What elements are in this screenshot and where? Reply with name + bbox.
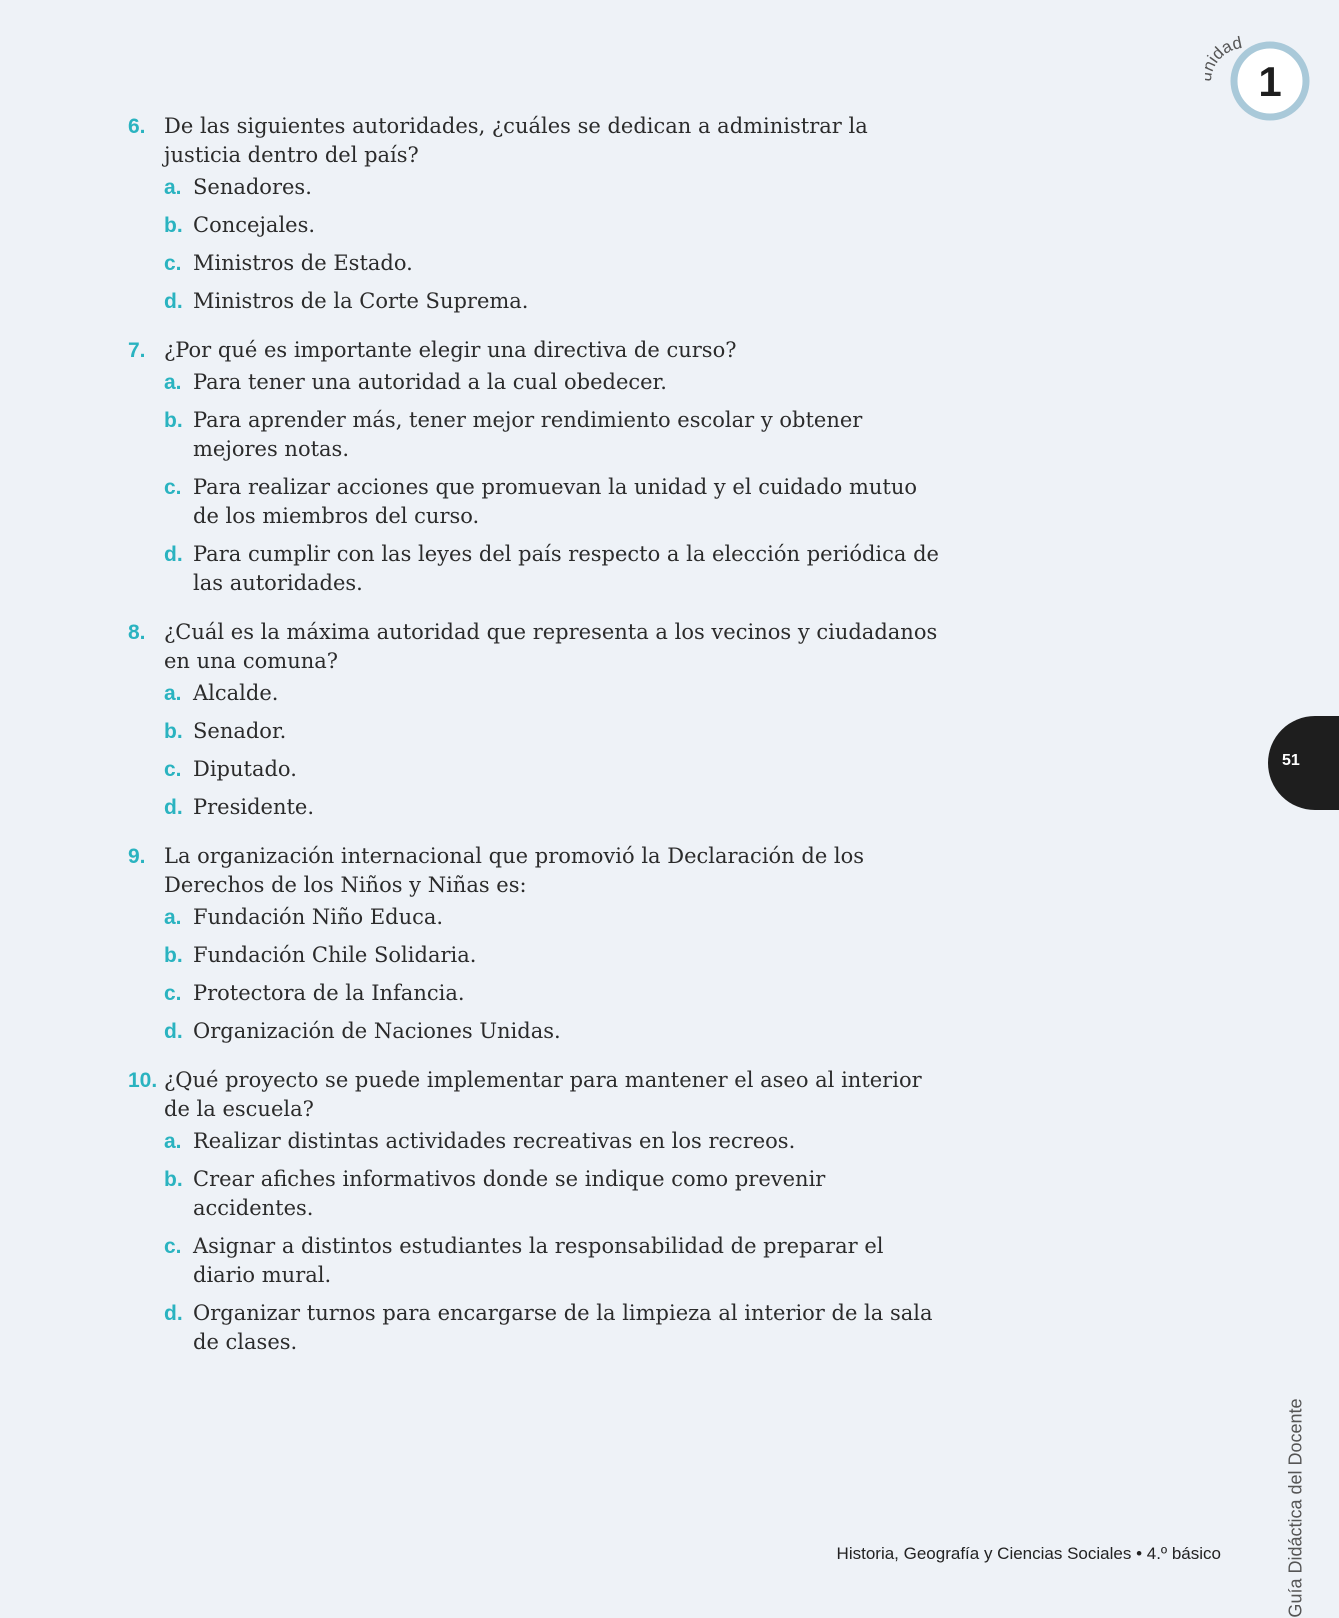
option-text: Alcalde. — [193, 681, 279, 705]
option-text: Realizar distintas actividades recreativas en los recreos. — [193, 1129, 796, 1153]
option-list — [164, 368, 948, 598]
option-list — [164, 903, 948, 1046]
answer-option — [164, 1127, 948, 1156]
option-letter: a. — [164, 906, 182, 929]
question-item — [128, 112, 948, 316]
answer-option — [164, 211, 948, 240]
option-letter: b. — [164, 214, 183, 237]
page-number-tab — [1268, 716, 1339, 810]
question-text: De las siguientes autoridades, ¿cuáles se dedican a administrar la justicia dentro del país? — [164, 114, 868, 167]
option-letter: b. — [164, 944, 183, 967]
question-text: ¿Qué proyecto se puede implementar para mantener el aseo al interior de la escuela? — [164, 1068, 922, 1121]
option-letter: d. — [164, 290, 183, 313]
question-line — [128, 336, 948, 365]
option-text: Diputado. — [193, 757, 297, 781]
question-number: 8. — [128, 621, 146, 644]
question-item — [128, 842, 948, 1046]
option-letter: c. — [164, 252, 182, 275]
answer-option — [164, 540, 948, 598]
answer-option — [164, 793, 948, 822]
option-letter: d. — [164, 543, 183, 566]
question-number: 7. — [128, 339, 146, 362]
question-line — [128, 618, 948, 676]
option-text: Protectora de la Infancia. — [193, 981, 465, 1005]
option-text: Presidente. — [193, 795, 315, 819]
option-text: Para realizar acciones que promuevan la unidad y el cuidado mutuo de los miembros del curso. — [193, 475, 917, 528]
side-title: Guía Didáctica del Docente — [1285, 1398, 1306, 1618]
answer-option — [164, 1299, 948, 1357]
option-letter: a. — [164, 1130, 182, 1153]
option-text: Ministros de la Corte Suprema. — [193, 289, 529, 313]
option-text: Ministros de Estado. — [193, 251, 413, 275]
option-letter: b. — [164, 720, 183, 743]
answer-option — [164, 717, 948, 746]
answer-option — [164, 473, 948, 531]
option-letter: d. — [164, 1020, 183, 1043]
question-line — [128, 112, 948, 170]
unit-badge — [1205, 28, 1325, 128]
option-text: Para tener una autoridad a la cual obedecer. — [193, 370, 667, 394]
unit-badge-graphic — [1205, 28, 1325, 128]
option-letter: d. — [164, 1302, 183, 1325]
option-letter: a. — [164, 682, 182, 705]
option-letter: c. — [164, 758, 182, 781]
option-text: Senador. — [193, 719, 287, 743]
option-text: Fundación Chile Solidaria. — [193, 943, 477, 967]
answer-option — [164, 1232, 948, 1290]
page-number: 51 — [1282, 752, 1300, 769]
option-letter: a. — [164, 371, 182, 394]
unit-label: idad — [1205, 33, 1244, 67]
question-number: 10. — [128, 1069, 158, 1092]
answer-option — [164, 406, 948, 464]
question-text: ¿Cuál es la máxima autoridad que representa a los vecinos y ciudadanos en una comuna? — [164, 620, 938, 673]
answer-option — [164, 1017, 948, 1046]
option-letter: d. — [164, 796, 183, 819]
option-letter: b. — [164, 409, 183, 432]
option-list — [164, 1127, 948, 1357]
option-text: Para aprender más, tener mejor rendimiento escolar y obtener mejores notas. — [193, 408, 863, 461]
answer-option — [164, 941, 948, 970]
answer-option — [164, 287, 948, 316]
answer-option — [164, 173, 948, 202]
option-text: Asignar a distintos estudiantes la responsabilidad de preparar el diario mural. — [193, 1234, 884, 1287]
answer-option — [164, 679, 948, 708]
option-list — [164, 173, 948, 316]
option-text: Concejales. — [193, 213, 316, 237]
option-letter: a. — [164, 176, 182, 199]
question-item — [128, 1066, 948, 1357]
question-line — [128, 1066, 948, 1124]
question-line — [128, 842, 948, 900]
question-text: ¿Por qué es importante elegir una directiva de curso? — [164, 338, 737, 362]
question-item — [128, 618, 948, 822]
question-item — [128, 336, 948, 598]
question-number: 9. — [128, 845, 146, 868]
option-text: Organización de Naciones Unidas. — [193, 1019, 561, 1043]
answer-option — [164, 368, 948, 397]
option-list — [164, 679, 948, 822]
question-number: 6. — [128, 115, 146, 138]
option-letter: c. — [164, 982, 182, 1005]
answer-option — [164, 1165, 948, 1223]
answer-option — [164, 903, 948, 932]
option-letter: c. — [164, 476, 182, 499]
question-text: La organización internacional que promovió la Declaración de los Derechos de los Niños y Niñas es: — [164, 844, 865, 897]
option-text: Crear afiches informativos donde se indique como prevenir accidentes. — [193, 1167, 826, 1220]
option-letter: c. — [164, 1235, 182, 1258]
option-text: Senadores. — [193, 175, 312, 199]
option-text: Organizar turnos para encargarse de la limpieza al interior de la sala de clases. — [193, 1301, 933, 1354]
option-text: Fundación Niño Educa. — [193, 905, 444, 929]
question-list — [128, 112, 948, 1377]
answer-option — [164, 979, 948, 1008]
answer-option — [164, 755, 948, 784]
option-letter: b. — [164, 1168, 183, 1191]
answer-option — [164, 249, 948, 278]
footer-text: Historia, Geografía y Ciencias Sociales • 4.º básico — [836, 1544, 1221, 1563]
unit-number: 1 — [1258, 58, 1282, 105]
option-text: Para cumplir con las leyes del país respecto a la elección periódica de las autoridades. — [193, 542, 939, 595]
